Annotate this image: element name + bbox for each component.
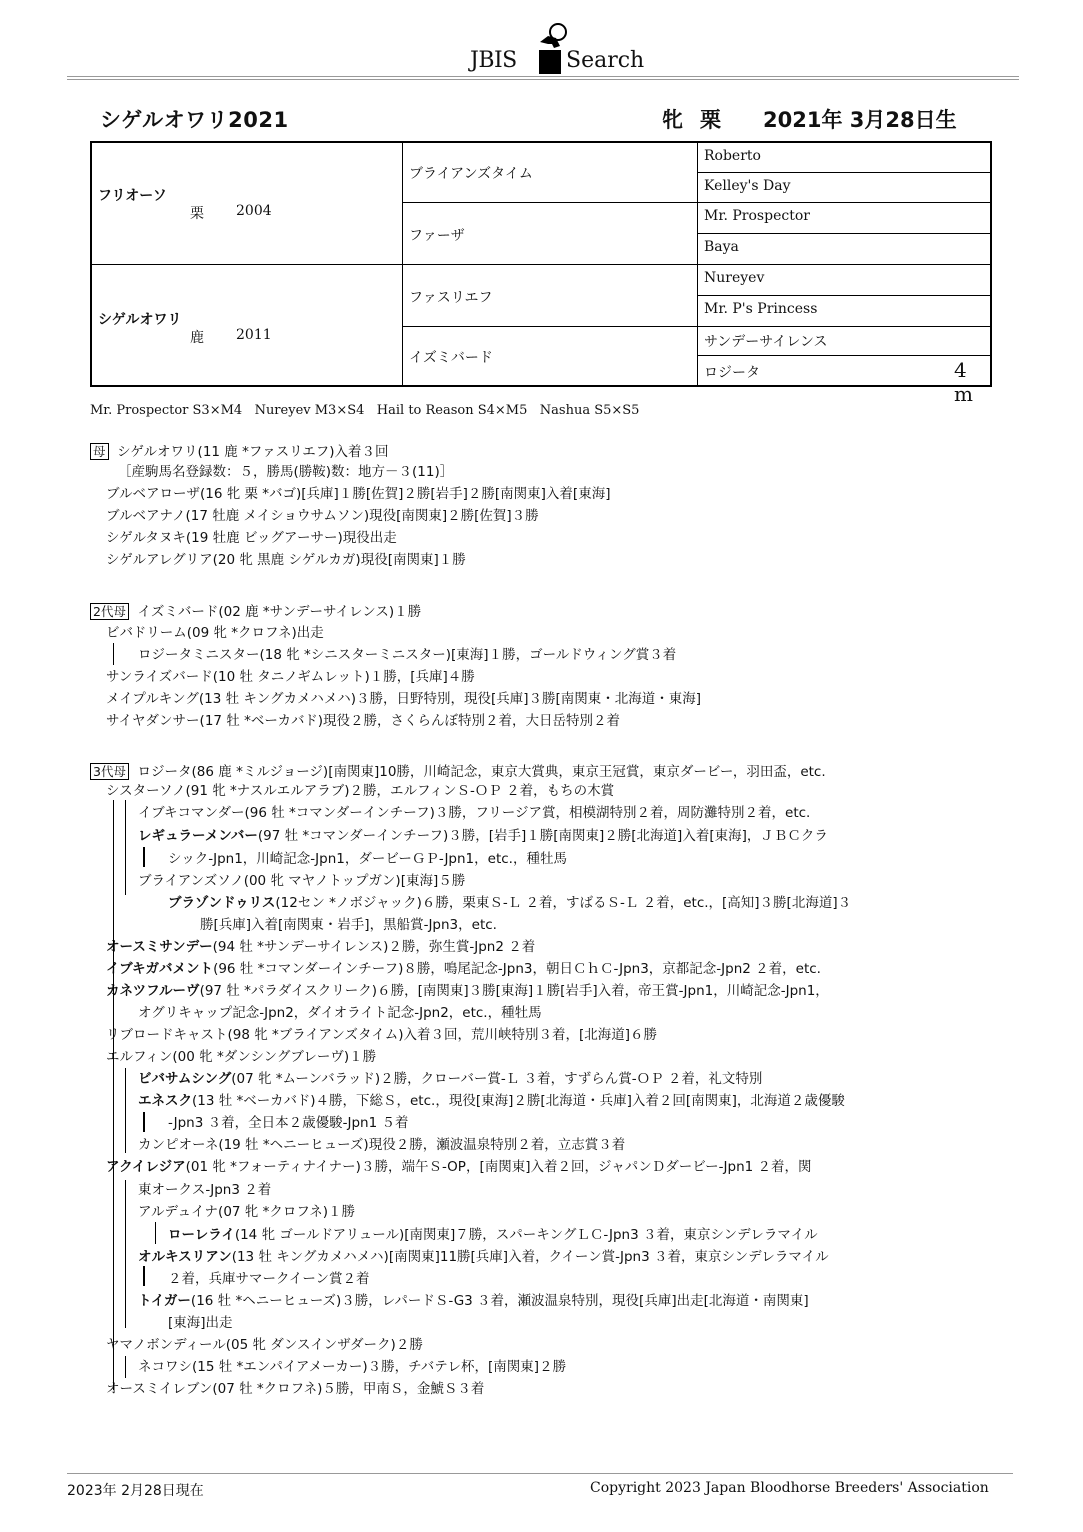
progeny-line: [138, 803, 810, 824]
line-text: ネコワシ(15 牡 *エンパイアメーカー)３勝，チバテレ杯，[南関東]２勝: [138, 1359, 567, 1375]
progeny-line: [138, 826, 828, 847]
line-text: オグリキャップ記念-Jpn2，ダイオライト記念-Jpn2，etc.，種牡馬: [138, 1005, 542, 1021]
line-text: (94 牡 *サンデーサイレンス)２勝，弥生賞-Jpn2 ２着: [212, 939, 536, 955]
notable-horse-name: イブキガバメント: [106, 961, 214, 977]
progeny-line: [138, 1357, 566, 1378]
line-text: アルデュイナ(07 牝 *クロフネ)１勝: [138, 1204, 356, 1220]
progeny-line: [106, 937, 535, 958]
horse-name: シゲルオワリ2021: [100, 108, 289, 132]
progeny-line: [138, 1135, 625, 1156]
notable-horse-name: ローレライ: [168, 1227, 235, 1243]
line-text: ブライアンズソノ(00 牝 マヤノトップガン)[東海]５勝: [138, 873, 466, 889]
dam-color: 鹿: [190, 330, 204, 346]
tree-line: [125, 800, 126, 895]
tree-line: [143, 1112, 145, 1132]
tree-line: [125, 1068, 126, 1153]
progeny-line: [168, 893, 851, 914]
line-text: ［産駒馬名登録数：５，勝馬(勝鞍)数：地方－３(11)］: [118, 464, 454, 480]
progeny-line: [106, 528, 397, 549]
notable-horse-name: オースミサンデー: [106, 939, 213, 955]
line-text: ロジータミニスター(18 牝 *シニスターミニスター)[東海]１勝，ゴールドウィング賞３着: [138, 647, 677, 663]
gen2-name: イズミバード: [409, 350, 493, 366]
family-number: 4 m: [954, 358, 973, 406]
line-text: (96 牡 *コマンダーインチーフ)８勝，鳴尾記念-Jpn3，朝日ＣｈＣ-Jpn3，京都記念-Jpn2 ２着，etc.: [213, 961, 821, 977]
tree-line: [125, 1180, 126, 1328]
line-text: イブキコマンダー(96 牡 *コマンダーインチーフ)３勝，フリージア賞，相模湖特別２着，周防灘特別２着，etc.: [138, 805, 811, 821]
progeny-line: [106, 1335, 423, 1356]
pedigree-gen2-cell: [403, 265, 698, 327]
line-text: ヤマノボンディール(05 牝 ダンスインザダーク)２勝: [106, 1337, 423, 1353]
gen3-cell: Roberto: [698, 143, 990, 173]
tree-line: [113, 800, 114, 1390]
pedigree-gen2-cell: [403, 143, 698, 203]
line-text: リブロードキャスト(98 牝 *ブライアンズタイム)入着３回，荒川峡特別３着，[北海道]６勝: [106, 1027, 658, 1043]
notable-horse-name: カネツフルーヴ: [106, 983, 200, 999]
line-text: (13 牡 キングカメハメハ)[南関東]11勝[兵庫]入着，クイーン賞-Jpn3 ３着，東京シンデレラマイル: [231, 1249, 829, 1265]
header-rule: [67, 76, 1019, 80]
line-text: オースミイレブン(07 牡 *クロフネ)５勝，甲南Ｓ，金鯱Ｓ３着: [106, 1381, 485, 1397]
notable-horse-name: オルキスリアン: [138, 1249, 232, 1265]
sire-name: フリオーソ: [98, 188, 167, 204]
line-text: サイヤダンサー(17 牡 *ベーカバド)現役２勝，さくらんぼ特別２着，大日岳特別２着: [106, 713, 621, 729]
tree-line: [143, 1266, 145, 1286]
gen3-cell: Mr. P's Princess: [698, 296, 990, 327]
progeny-line: [106, 506, 539, 527]
progeny-line: [138, 1247, 829, 1268]
progeny-line: [106, 550, 466, 571]
progeny-line: [138, 1003, 542, 1024]
line-text: (14 牝 ゴールドアリュール)[南関東]７勝，スパーキングＬＣ-Jpn3 ３着，東京シンデレラマイル: [234, 1227, 818, 1243]
pedigree-table: [90, 141, 992, 406]
line-text: 勝[兵庫]入着[南関東・岩手]，黒船賞-Jpn3，etc.: [200, 917, 497, 933]
progeny-line: [138, 1202, 355, 1223]
gen3-cell: Mr. Prospector: [698, 203, 990, 234]
line-text: (07 牝 *ムーンバラッド)２勝，クローバー賞-Ｌ ３着，すずらん賞-ＯＰ ２着，礼文特別: [231, 1071, 763, 1087]
sire-color: 栗: [190, 206, 204, 222]
line-text: シゲルアレグリア(20 牝 黒鹿 シゲルカガ)現役[南関東]１勝: [106, 552, 466, 568]
tree-line: [113, 643, 114, 665]
generation-tag: 母: [90, 443, 109, 460]
progeny-line: [106, 981, 829, 1002]
line-text: (13 牡 *ベーカバド)４勝，下総Ｓ，etc.，現役[東海]２勝[北海道・兵庫]入着２回[南関東]，北海道２歳優駿: [192, 1093, 845, 1109]
line-text: (97 牡 *コマンダーインチーフ)３勝，[岩手]１勝[南関東]２勝[北海道]入着[東海]，ＪＢＣクラ: [257, 828, 828, 844]
line-text: シゲルオワリ(11 鹿 *ファスリエフ)入着３回: [108, 444, 389, 460]
progeny-line: [168, 1313, 233, 1334]
line-text: ブルベアナノ(17 牡鹿 メイショウサムソン)現役[南関東]２勝[佐賀]３勝: [106, 508, 539, 524]
dam-line-header: [90, 441, 389, 463]
progeny-line: [138, 871, 465, 892]
progeny-line: [168, 1113, 408, 1134]
notable-horse-name: ビバサムシング: [138, 1071, 232, 1087]
line-text: ロジータ(86 鹿 *ミルジョージ)[南関東]10勝，川崎記念，東京大賞典，東京王冠賞，東京ダービー，羽田盃，etc.: [128, 764, 826, 780]
progeny-line: [106, 1025, 657, 1046]
line-text: 東オークス-Jpn3 ２着: [138, 1182, 272, 1198]
horse-birthdate: 2021年 3月28日生: [763, 108, 957, 132]
progeny-line: [138, 1091, 845, 1112]
line-text: シック-Jpn1，川崎記念-Jpn1，ダービーＧＰ-Jpn1，etc.，種牡馬: [168, 851, 567, 867]
dam-line-header: [90, 601, 421, 623]
gen3-cell: Nureyev: [698, 265, 990, 296]
line-text: (01 牝 *フォーティナイナー)３勝，端午Ｓ-OP，[南関東]入着２回，ジャパンＤダービー-Jpn1 ２着，関: [185, 1159, 812, 1175]
progeny-line: [138, 1069, 762, 1090]
progeny-line: [106, 1047, 376, 1068]
progeny-line: [106, 484, 610, 505]
progeny-line: [106, 1157, 812, 1178]
notable-horse-name: トイガー: [138, 1293, 191, 1309]
gen3-cell: Baya: [698, 234, 990, 265]
progeny-line: [168, 1269, 370, 1290]
line-text: -Jpn3 ３着，全日本２歳優駿-Jpn1 ５着: [168, 1115, 409, 1131]
pedigree-sire-cell: [92, 143, 403, 265]
progeny-line: [118, 462, 453, 483]
footer-rule: [67, 1473, 1013, 1474]
tree-line: [143, 847, 145, 867]
notable-horse-name: エネスク: [138, 1093, 192, 1109]
line-text: カンピオーネ(19 牡 *ヘニーヒューズ)現役２勝，瀬波温泉特別２着，立志賞３着: [138, 1137, 626, 1153]
logo-text-jbis: JBIS: [470, 48, 517, 73]
generation-tag: 3代母: [90, 763, 129, 780]
progeny-line: [106, 667, 475, 688]
footer-copyright: Copyright 2023 Japan Bloodhorse Breeders' Association: [590, 1480, 989, 1496]
tree-line: [155, 1222, 156, 1244]
progeny-line: [106, 689, 701, 710]
line-text: イズミバード(02 鹿 *サンデーサイレンス)１勝: [128, 604, 422, 620]
logo-text-search: Search: [566, 48, 645, 73]
dam-name: シゲルオワリ: [98, 312, 182, 328]
tree-line: [125, 1356, 126, 1378]
horse-sex: 牝: [662, 108, 683, 132]
gen2-name: ブライアンズタイム: [409, 166, 533, 182]
progeny-line: [106, 711, 620, 732]
line-text: ２着，兵庫サマークイーン賞２着: [168, 1271, 370, 1287]
pedigree-dam-cell: [92, 265, 403, 385]
dam-line-header: [90, 761, 826, 783]
progeny-line: [106, 959, 821, 980]
sire-year: 2004: [236, 203, 272, 219]
line-text: (97 牡 *パラダイスクリーク)６勝，[南関東]３勝[東海]１勝[岩手]入着，帝王賞-Jpn1，川崎記念-Jpn1，: [199, 983, 829, 999]
progeny-line: [106, 623, 324, 644]
pedigree-gen2-cell: [403, 203, 698, 265]
gen3-cell: Kelley's Day: [698, 173, 990, 203]
line-text: エルフィン(00 牝 *ダンシングブレーヴ)１勝: [106, 1049, 377, 1065]
progeny-line: [106, 781, 614, 802]
line-text: シゲルタヌキ(19 牡鹿 ビッグアーサー)現役出走: [106, 530, 397, 546]
dam-year: 2011: [236, 327, 272, 343]
progeny-line: [168, 1225, 818, 1246]
gen2-name: ファスリエフ: [409, 290, 493, 306]
horse-color: 栗: [700, 108, 721, 132]
notable-horse-name: ブラゾンドゥリス: [168, 895, 276, 911]
line-text: (16 牡 *ヘニーヒューズ)３勝，レパードＳ-G3 ３着，瀬波温泉特別，現役[兵庫]出走[北海道・南関東]: [190, 1293, 809, 1309]
line-text: シスターソノ(91 牝 *ナスルエルアラブ)２勝，エルフィンＳ-ＯＰ ２着，もちの木賞: [106, 783, 615, 799]
progeny-line: [106, 1379, 484, 1400]
gen3-cell: サンデーサイレンス: [698, 327, 990, 356]
footer-date: 2023年 2月28日現在: [67, 1483, 204, 1499]
line-text: (12セン *ノボジャック)６勝，栗東Ｓ-Ｌ ２着，すばるＳ-Ｌ ２着，etc.，[高知]３勝[北海道]３: [275, 895, 852, 911]
progeny-line: [138, 645, 676, 666]
progeny-line: [138, 1180, 271, 1201]
progeny-line: [200, 915, 497, 936]
line-text: ビバドリーム(09 牝 *クロフネ)出走: [106, 625, 324, 641]
line-text: サンライズバード(10 牡 タニノギムレット)１勝，[兵庫]４勝: [106, 669, 475, 685]
inbreeding-line: Mr. Prospector S3×M4 Nureyev M3×S4 Hail to Reason S4×M5 Nashua S5×S5: [90, 403, 640, 418]
notable-horse-name: レギュラーメンバー: [138, 828, 258, 844]
jbis-search-logo: [470, 18, 645, 76]
generation-tag: 2代母: [90, 603, 129, 620]
gen2-name: ファーザ: [409, 228, 465, 244]
notable-horse-name: アクイレジア: [106, 1159, 186, 1175]
pedigree-gen2-cell: [403, 327, 698, 385]
line-text: ブルベアローザ(16 牝 栗 *バゴ)[兵庫]１勝[佐賀]２勝[岩手]２勝[南関東]入着[東海]: [106, 486, 611, 502]
progeny-line: [138, 1291, 809, 1312]
line-text: [東海]出走: [168, 1315, 233, 1331]
progeny-line: [168, 849, 567, 870]
horse-magnifier-icon: [534, 22, 570, 76]
line-text: メイプルキング(13 牡 キングカメハメハ)３勝，日野特別，現役[兵庫]３勝[南関東・北海道・東海]: [106, 691, 702, 707]
gen3-cell: ロジータ: [704, 365, 760, 381]
